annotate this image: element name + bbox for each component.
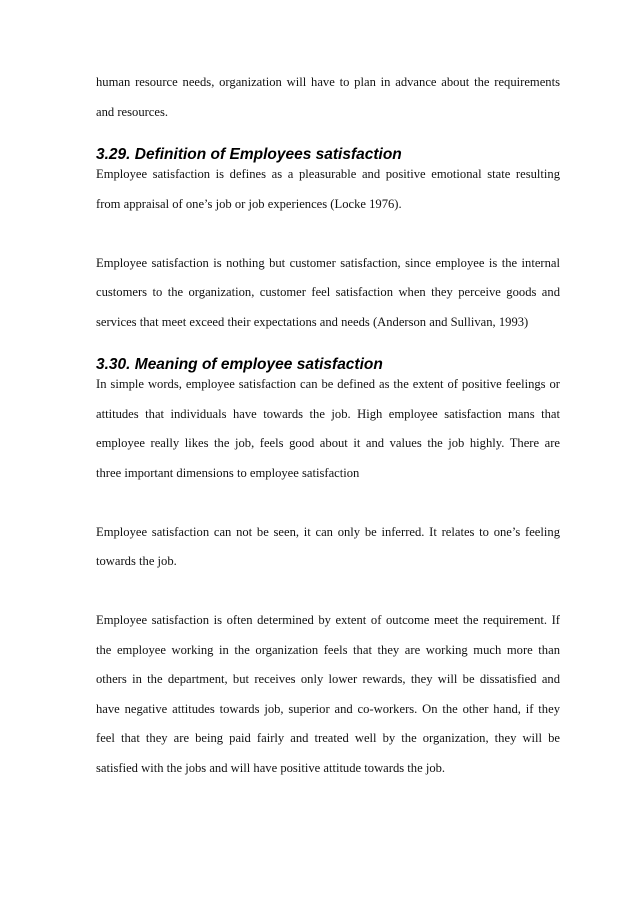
text-line: others in the department, but receives only lower rewards, they will be dissatisfied and xyxy=(96,672,560,686)
section-heading-3-30: 3.30. Meaning of employee satisfaction xyxy=(96,356,383,373)
text-line: attitudes that individuals have towards the job. High employee satisfaction mans that xyxy=(96,406,560,421)
text-line: Employee satisfaction can not be seen, it can only be inferred. It relates to one’s feeling xyxy=(96,524,560,539)
text-line: and resources. xyxy=(96,104,169,119)
text-line: services that meet exceed their expectations and needs (Anderson and Sullivan, 1993) xyxy=(96,314,529,329)
page-content xyxy=(96,74,560,789)
text-line: In simple words, employee satisfaction can be defined as the extent of positive feelings or xyxy=(96,377,560,391)
text-line: employee really likes the job, feels good about it and values the job highly. There are xyxy=(96,436,560,450)
text-line: Employee satisfaction is nothing but customer satisfaction, since employee is the internal xyxy=(96,255,560,270)
paragraph-customer-satisfaction xyxy=(96,255,560,344)
paragraph-outcome xyxy=(96,612,560,789)
text-line: Employee satisfaction is often determined by extent of outcome meet the requirement. If xyxy=(96,613,560,627)
text-line: have negative attitudes towards job, superior and co-workers. On the other hand, if they xyxy=(96,701,560,716)
text-line: customers to the organization, customer feel satisfaction when they perceive goods and xyxy=(96,285,560,299)
text-line: Employee satisfaction is defines as a pleasurable and positive emotional state resulting xyxy=(96,167,560,181)
text-line: from appraisal of one’s job or job experiences (Locke 1976). xyxy=(96,196,402,211)
intro-paragraph xyxy=(96,74,560,133)
paragraph-spacer xyxy=(96,225,560,255)
text-line: towards the job. xyxy=(96,554,177,568)
paragraph-spacer xyxy=(96,494,560,524)
paragraph-definition xyxy=(96,166,560,225)
text-line: the employee working in the organization feels that they are working much more than xyxy=(96,642,560,657)
text-line: feel that they are being paid fairly and treated well by the organization, they will be xyxy=(96,731,560,745)
text-line: human resource needs, organization will have to plan in advance about the requirements xyxy=(96,75,560,89)
text-line: three important dimensions to employee satisfaction xyxy=(96,465,360,480)
paragraph-meaning xyxy=(96,376,560,494)
paragraph-spacer xyxy=(96,583,560,613)
paragraph-inferred xyxy=(96,524,560,583)
text-line: satisfied with the jobs and will have positive attitude towards the job. xyxy=(96,760,446,775)
section-heading-3-29: 3.29. Definition of Employees satisfaction xyxy=(96,146,402,163)
